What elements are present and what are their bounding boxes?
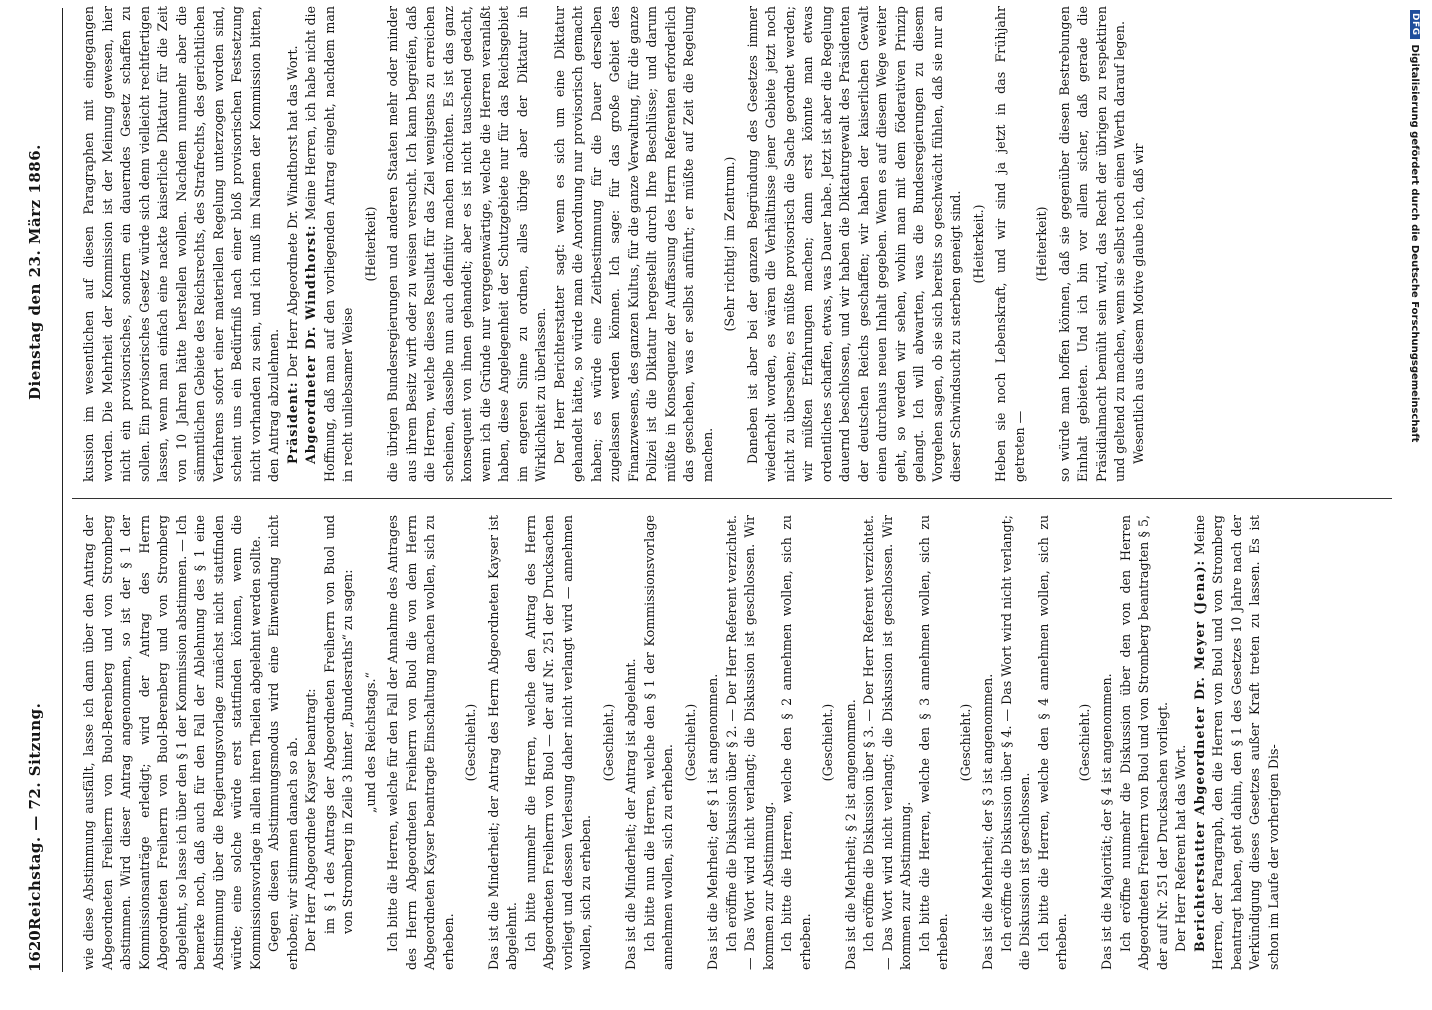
paragraph: Ich eröffne die Diskussion über § 4. — Das Wort wird nicht verlangt; die Diskussion ist geschlossen. (998, 515, 1032, 970)
stage-note: (Heiterkeit.) (970, 204, 986, 284)
paragraph: Wesentlich aus diesem Motive glaube ich, daß wir (1130, 143, 1146, 464)
header-rule (62, 8, 63, 972)
speaker-name: Abgeordneter Dr. Windthorst: (303, 224, 318, 464)
paragraph: Ich eröffne die Diskussion über § 3. — Der Herr Referent verzichtet. — Das Wort wird nicht verlangt; die Diskussion ist geschlossen. Wir kommen zur Abstimmung. (861, 515, 913, 970)
stage-note: (Geschieht.) (820, 703, 835, 782)
page-number: 1620 (26, 930, 44, 972)
paragraph: so würde man hoffen können, daß sie gegenüber diesen Bestrebungen Einhalt gebieten. Und ich bin vor allem sicher, daß gerade die Präsidialmacht bemüht sein wird, das Recht der übrigen zu respektiren und geltend zu machen, wenn sie selbst noch einen Werth darauf legen. (1056, 6, 1127, 482)
speaker-name: Präsident: (284, 381, 300, 464)
stage-note: (Geschieht.) (463, 703, 478, 782)
paragraph: Der Herr Abgeordnete Kayser beantragt: (303, 688, 318, 952)
paragraph: Ich bitte die Herren, welche den § 4 annehmen wollen, sich zu erheben. (1035, 515, 1069, 970)
stage-note: (Heiterkeit) (362, 206, 378, 282)
paragraph: die übrigen Bundesregierungen und anderen Staaten mehr oder minder aus ihrem Besitz wirft oder zu weisen versucht. Ich kann begreifen, daß die Herren, welche dieses Resultat für das Ziel wenigstens zu erreichen scheinen, dasselbe nun auch definitiv machen möchten. Es ist das ganz konsequent von ihnen gehandelt; aber es ist nicht tauschend gedacht, wenn ich die Gründe nur vergegenwärtige, welche die Herren veranlaßt haben, diese Angelegenheit der Schutzgebiete nur für das Reichsgebiet im engeren Sinne zu ordnen, alles übrige aber der Diktatur in Wirklichkeit zu überlassen. (385, 6, 548, 482)
speech-text: Meine Herren, der Paragraph, den die Herren von Buol und von Stromberg beantragt haben, geht dahin, den § 1 des Gesetzes 10 Jahre nach der Verkündigung dieses Gesetzes außer Kraft treten zu lassen. Es ist schon im Laufe der vorherigen Dis- (1191, 515, 1281, 970)
stage-note: „und des Reichstags.“ (362, 672, 378, 813)
credit-text: Digitalisierung gefördert durch die Deutsche Forschungsgemeinschaft (1409, 44, 1420, 443)
page-header (22, 0, 62, 1000)
paragraph: Daneben ist aber bei der ganzen Begründung des Gesetzes immer wiederholt worden, es wären die Verhältnisse jener Gebiete jetzt noch nicht zu übersehen; es müßte provisorisch die Sache geordnet werden; wir müßten Erfahrungen machen; dann erst könnte man etwas ordentliches schaffen, etwas, was Dauer habe. Jetzt ist aber die Regelung dauernd beschlossen, und wir haben die Diktaturgewalt des Präsidenten der deutschen Reichs geschaffen; wir haben der kaiserlichen Gewalt einen durchaus neuen Inhalt gegeben. Wenn es auf diesem Wege weiter geht, so werden wir sehen, wohin man mit dem föderativen Prinzip gelangt. Ich will abwarten, was die Bundesregierungen zu diesem Vorgehen sagen, ob sie sich bereits so geschwächt fühlen, daß sie nur an dieser Schwindsucht zu sterben geneigt sind. (744, 6, 963, 482)
stage-note: (Geschieht.) (682, 703, 698, 782)
paragraph: Das ist die Mehrheit; der § 1 ist angenommen. (705, 673, 720, 970)
paragraph: Heben sie noch Lebenskraft, und wir sind ja jetzt in das Frühjahr getreten — (993, 6, 1027, 482)
paragraph: Ich bitte nunmehr die Herren, welche den Antrag des Herrn Abgeordneten Freiherrn von Buol — der auf Nr. 251 der Drucksachen vorliegt und dessen Verlesung daher nicht verlangt wird — annehmen wollen, sich zu erheben. (522, 515, 593, 970)
speech-paragraph (284, 6, 303, 482)
stage-note: (Sehr richtig! im Zentrum.) (722, 156, 737, 332)
paragraph: Gegen diesen Abstimmungsmodus wird eine Einwendung nicht erhoben; wir stimmen danach so ab. (266, 515, 300, 970)
paragraph: wie diese Abstimmung ausfällt, lasse ich dann über den Antrag der Abgeordneten Freiherrn von Buol-Berenberg und von Stromberg abstimmen. Wird dieser Antrag angenommen, so ist der § 1 der Kommissionsanträge erledigt; wird der Antrag des Herrn Abgeordneten Freiherrn von Buol-Berenberg und von Stromberg abgelehnt, so lasse ich über den § 1 der Kommission abstimmen. — Ich bemerke noch, daß auch für den Fall der Ablehnung des § 1 eine Abstimmung über die Regierungsvorlage zunächst nicht stattfinden würde; eine solche würde erst stattfinden können, wenn die Kommissionsvorlage in allen ihren Theilen abgelehnt werden sollte. (81, 515, 263, 970)
speech-text: Der Herr Abgeordnete Dr. Windthorst hat das Wort. (284, 45, 300, 382)
paragraph: Ich bitte die Herren, welche den § 3 annehmen wollen, sich zu erheben. (916, 515, 950, 970)
dfg-logo: DFG (1410, 10, 1420, 39)
paragraph: Ich eröffne nunmehr die Diskussion über den von den Herren Abgeordneten Freiherrn von Buol und von Stromberg beantragten § 5, der auf Nr. 251 der Drucksachen vorliegt. (1117, 515, 1170, 970)
paragraph: Ich eröffne die Diskussion über § 2. — Der Herr Referent verzichtet. — Das Wort wird nicht verlangt; die Diskussion ist geschlossen. Wir kommen zur Abstimmung. (723, 515, 776, 970)
speaker-name: Berichterstatter Abgeordneter Dr. Meyer (Jena): (1191, 559, 1207, 952)
paragraph: Das ist die Minderheit; der Antrag des Herrn Abgeordneten Kayser ist abgelehnt. (485, 515, 519, 970)
stage-note: (Geschieht.) (600, 703, 616, 782)
paragraph: Das ist die Minderheit; der Antrag ist abgelehnt. (623, 658, 638, 970)
stage-note: (Heiterkeit) (1034, 206, 1049, 282)
left-column (80, 515, 1380, 970)
speech-paragraph (302, 6, 358, 482)
session-date: Dienstag den 23. März 1886. (26, 144, 44, 400)
right-column (80, 6, 1380, 482)
column-divider (72, 498, 1392, 499)
paragraph: Ich bitte die Herren, welche für den Fall der Annahme des Antrages des Herrn Abgeordneten Freiherrn von Buol die von dem Herrn Abgeordneten Kayser beantragte Einschaltung machen wollen, sich zu erheben. (385, 515, 456, 970)
digitization-credit (1398, 0, 1432, 1000)
paragraph: kussion im wesentlichen auf diesen Paragraphen mit eingegangen worden. Die Mehrheit der Kommission ist der Meinung gewesen, hier nicht ein provisorisches, sondern ein dauerndes Gesetz schaffen zu sollen. Ein provisorisches Gesetz würde sich denn vielleicht rechtfertigen lassen, wenn man einfach eine nackte kaiserliche Diktatur für die Zeit von 10 Jahren hätte herstellen wollen. Nachdem nunmehr aber die sämmtlichen Gebiete des Reichsrechts, des Strafrechts, des gerichtlichen Verfahrens sofort einer materiellen Regelung unterzogen worden sind, scheint uns ein Bedürfniß nach einer bloß provisorischen Festsetzung nicht vorhanden zu sein, und ich muß im Namen der Kommission bitten, den Antrag abzulehnen. (81, 6, 281, 482)
paragraph: Der Herr Referent hat das Wort. (1173, 744, 1188, 952)
paragraph: Das ist die Mehrheit; der § 3 ist angenommen. (980, 673, 995, 970)
paragraph: Das ist die Majorität; der § 4 ist angenommen. (1099, 673, 1114, 970)
speech-paragraph (1191, 515, 1284, 970)
running-title: Reichstag. — 72. Sitzung. (26, 702, 44, 930)
paragraph: Ich bitte die Herren, welche den § 2 annehmen wollen, sich zu erheben. (779, 515, 813, 970)
paragraph: Das ist die Mehrheit; § 2 ist angenommen. (842, 699, 858, 970)
paragraph: Ich bitte nun die Herren, welche den § 1 der Kommissionsvorlage annehmen wollen, sich zu erheben. (641, 515, 675, 970)
speech-text: Meine Herren, ich habe nicht die Hoffnung, daß man auf den vorliegenden Antrag eingeht, nachdem man in recht unliebsamer Weise (303, 5, 355, 482)
stage-note: (Geschieht.) (957, 703, 973, 782)
stage-note: (Geschieht.) (1076, 703, 1092, 782)
paragraph: Der Herr Berichterstatter sagt: wenn es sich um eine Diktatur gehandelt hätte, so würde man die Anordnung nur provisorisch gemacht haben; es würde eine Zeitbestimmung für die Dauer derselben zugelassen werden können. Ich sage: für das große Gebiet des Finanzwesens, des ganzen Kultus, für die ganze Verwaltung, für die ganze Polizei ist die Diktatur hergestellt durch Ihre Beschlüsse; und darum müßte in Konsequenz der Auffassung des Herrn Referenten erforderlich das geschehen, was er selbst anführt; er müßte auf Zeit die Regelung machen. (551, 6, 715, 482)
motion-text: im § 1 des Antrags der Abgeordneten Freiherrn von Buol und von Stromberg in Zeile 3 hinter „Bundesraths“ zu sagen: (321, 515, 355, 934)
